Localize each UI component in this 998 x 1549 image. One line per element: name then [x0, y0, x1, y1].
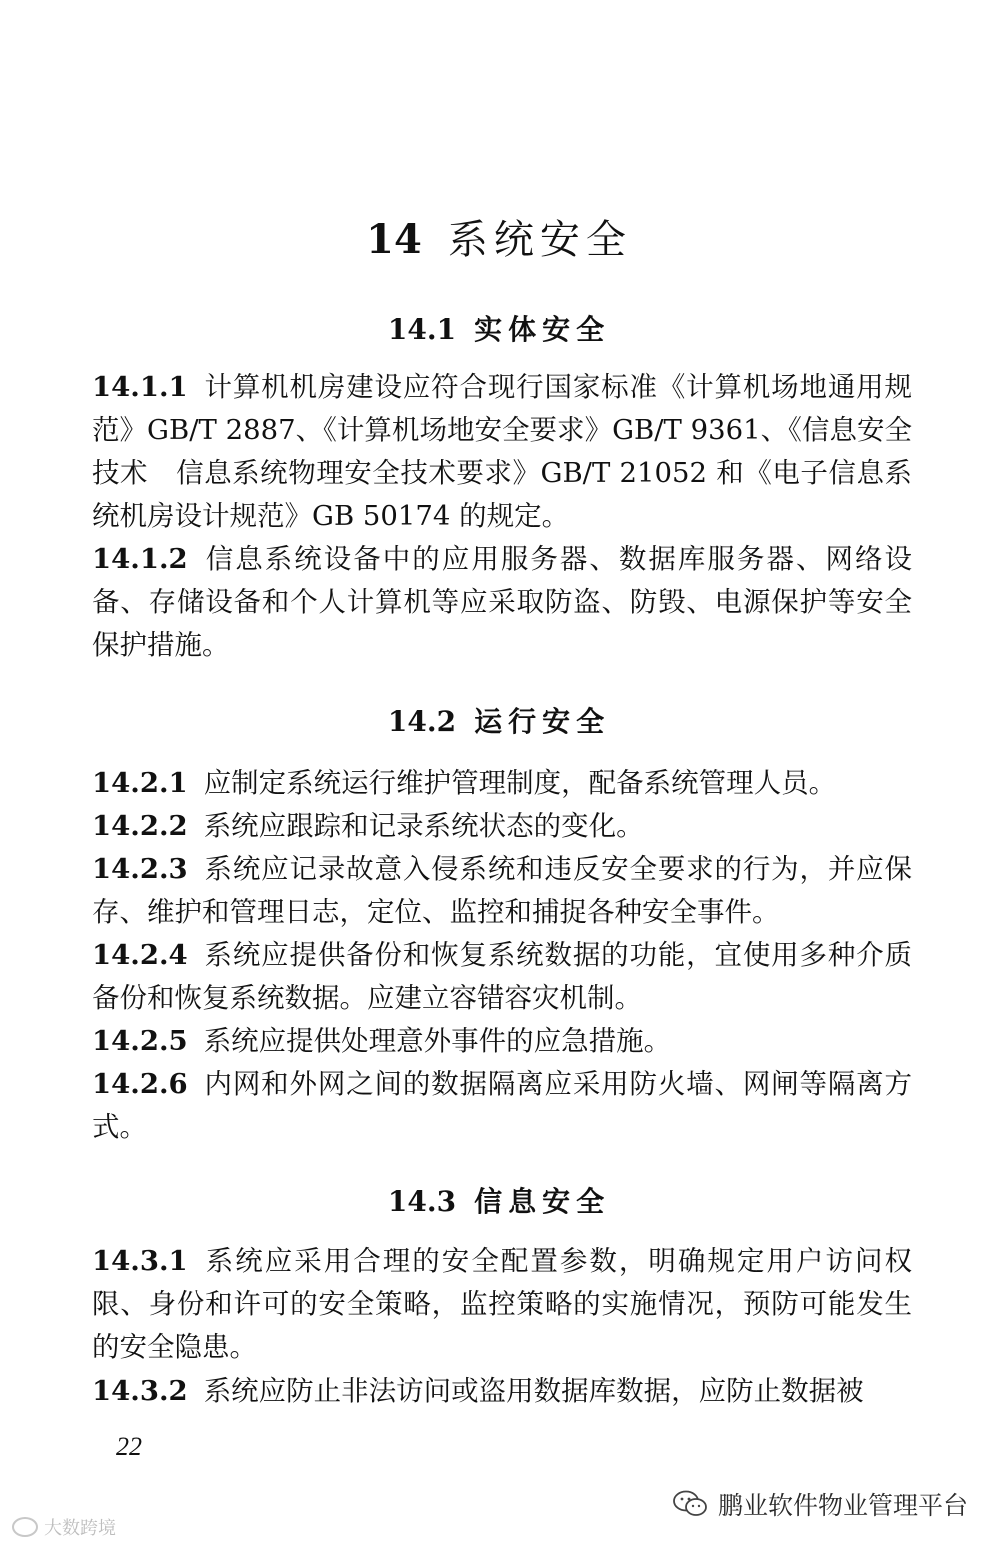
clause-number: 14.3.2 — [92, 1375, 188, 1407]
section-title-14-2 — [0, 700, 998, 740]
clause-text: 系统应防止非法访问或盗用数据库数据，应防止数据被 — [203, 1375, 864, 1407]
clause-14-2-1 — [92, 762, 912, 805]
watermark-left-text: 大数跨境 — [44, 1518, 116, 1538]
clause-14-2-3 — [92, 848, 912, 934]
clause-number: 14.2.3 — [92, 853, 188, 885]
clause-text: 应制定系统运行维护管理制度，配备系统管理人员。 — [203, 767, 837, 799]
section-title-14-3 — [0, 1180, 998, 1220]
section-number: 14.2 — [387, 705, 457, 738]
clause-number: 14.2.4 — [92, 939, 188, 971]
section-name: 实体安全 — [474, 313, 611, 346]
clause-text: 系统应采用合理的安全配置参数，明确规定用户访问权限、身份和许可的安全策略，监控策略的实施情况，预防可能发生的安全隐患。 — [92, 1245, 912, 1363]
clause-14-1-2 — [92, 538, 912, 667]
clause-number: 14.1.2 — [92, 543, 188, 575]
clause-14-2-6 — [92, 1063, 912, 1149]
section-number: 14.1 — [387, 313, 457, 346]
clause-text: 系统应提供备份和恢复系统数据的功能，宜使用多种介质备份和恢复系统数据。应建立容错容灾机制。 — [92, 939, 912, 1014]
clause-text: 信息系统设备中的应用服务器、数据库服务器、网络设备、存储设备和个人计算机等应采取防盗、防毁、电源保护等安全保护措施。 — [92, 543, 912, 661]
clause-14-2-5 — [92, 1020, 912, 1063]
clause-number: 14.2.2 — [92, 810, 188, 842]
clause-text: 内网和外网之间的数据隔离应采用防火墙、网闸等隔离方式。 — [92, 1068, 912, 1143]
watermark-left — [12, 1514, 116, 1540]
watermark-logo-icon — [12, 1517, 38, 1537]
chapter-title — [0, 208, 998, 265]
section-title-14-1 — [0, 308, 998, 348]
clause-14-3-2 — [92, 1370, 912, 1413]
chapter-name: 系统安全 — [447, 217, 632, 263]
clause-number: 14.3.1 — [92, 1245, 188, 1277]
clause-14-2-4 — [92, 934, 912, 1020]
clause-text: 系统应记录故意入侵系统和违反安全要求的行为，并应保存、维护和管理日志，定位、监控和捕捉各种安全事件。 — [92, 853, 912, 928]
clause-14-3-1 — [92, 1240, 912, 1369]
watermark-right — [672, 1486, 968, 1522]
clause-14-1-1 — [92, 366, 912, 538]
section-name: 信息安全 — [474, 1185, 611, 1218]
section-name: 运行安全 — [474, 705, 611, 738]
clause-number: 14.1.1 — [92, 371, 188, 403]
clause-text: 系统应跟踪和记录系统状态的变化。 — [203, 810, 644, 842]
clause-number: 14.2.5 — [92, 1025, 188, 1057]
watermark-right-text: 鹏业软件物业管理平台 — [717, 1491, 968, 1520]
clause-14-2-2 — [92, 805, 912, 848]
clause-text: 计算机机房建设应符合现行国家标准《计算机场地通用规范》GB/T 2887、《计算机场地安全要求》GB/T 9361、《信息安全技术 信息系统物理安全技术要求》GB/T 21052 和《电子信息系统机房设计规范》GB 50174 的规定。 — [92, 371, 912, 532]
page-number: 22 — [116, 1432, 142, 1461]
chapter-number: 14 — [366, 216, 422, 263]
section-number: 14.3 — [387, 1185, 457, 1218]
wechat-icon — [672, 1490, 708, 1518]
clause-number: 14.2.1 — [92, 767, 188, 799]
clause-text: 系统应提供处理意外事件的应急措施。 — [203, 1025, 672, 1057]
clause-number: 14.2.6 — [92, 1068, 188, 1100]
